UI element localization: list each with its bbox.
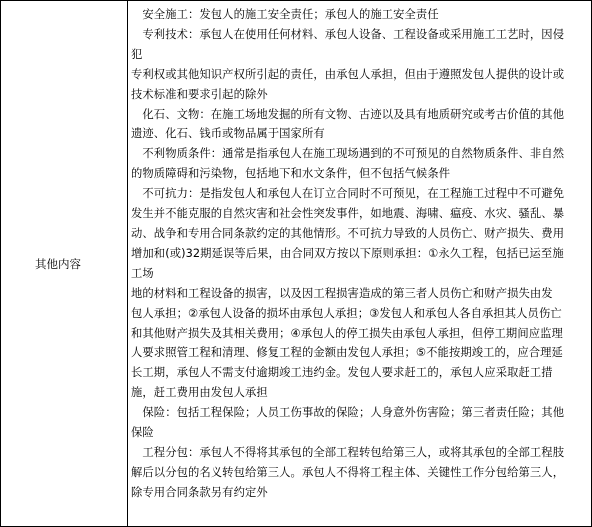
content-line: 长工期，承包人不需支付逾期竣工违约金。发包人要求赶工的，承包人应采取赶工措	[131, 366, 553, 380]
content-line: 化石、文物：在施工场地发掘的所有文物、古迹以及具有地质研究或考古价值的其他	[131, 107, 565, 121]
content-line: 不利物质条件：通常是指承包人在施工现场遇到的不可预见的自然物质条件、非自然	[131, 147, 565, 161]
row-label-cell	[1, 1, 128, 526]
content-line: 解后以分包的名义转包给第三人。承包人不得将工程主体、关键性工作分包给第三人，	[131, 465, 565, 479]
content-line: 工场	[131, 266, 154, 280]
content-line: 技术标准和要求引起的除外	[131, 87, 268, 101]
content-line: 遗迹、化石、钱币或物品属于国家所有	[131, 127, 325, 141]
content-line: 发生并不能克服的自然灾害和社会性突发事件，如地震、海啸、瘟疫、水灾、骚乱、暴	[131, 207, 565, 221]
content-line: 施，赶工费用由发包人承担	[131, 386, 268, 400]
content-line: 增加和(或)32期延误等后果，由合同双方按以下原则承担：①永久工程，包括已运至施	[131, 246, 564, 260]
content-line: 包人承担；②承包人设备的损坏由承包人承担；③发包人和承包人各自承担其人员伤亡	[131, 306, 562, 320]
content-line: 专利技术：承包人在使用任何材料、承包人设备、工程设备或采用施工工艺时，因侵	[131, 27, 565, 41]
content-line: 人要求照管工程和清理、修复工程的金额由发包人承担；⑤不能按期竣工的，应合理延	[131, 346, 563, 360]
content-line: 地的材料和工程设备的损害，以及因工程损害造成的第三者人员伤亡和财产损失由发	[131, 286, 553, 300]
content-line: 犯	[131, 47, 143, 61]
content-line: 专利权或其他知识产权所引起的责任，由承包人承担，但由于遵照发包人提供的设计或	[131, 67, 565, 81]
content-line: 除专用合同条款另有约定外	[131, 485, 268, 499]
content-cell	[128, 1, 591, 526]
content-line: 安全施工：发包人的施工安全责任；承包人的施工安全责任	[131, 8, 439, 21]
content-line: 保险：包括工程保险；人员工伤事故的保险；人身意外伤害险；第三者责任险；其他	[131, 406, 565, 420]
content-line: 不可抗力：是指发包人和承包人在订立合同时不可预见，在工程施工过程中不可避免	[131, 187, 565, 201]
content-line: 保险	[131, 426, 154, 440]
content-line: 的物质障碍和污染物，包括地下和水文条件，但不包括气候条件	[131, 167, 451, 181]
row-label: 其他内容	[35, 256, 81, 271]
content-line: 和其他财产损失及其相关费用；④承包人的停工损失由承包人承担，但停工期间应监理	[131, 326, 563, 340]
content-line: 动、战争和专用合同条款约定的其他情形。不可抗力导致的人员伤亡、财产损失、费用	[131, 226, 565, 240]
content-line: 工程分包：承包人不得将其承包的全部工程转包给第三人，或将其承包的全部工程肢	[131, 445, 565, 459]
